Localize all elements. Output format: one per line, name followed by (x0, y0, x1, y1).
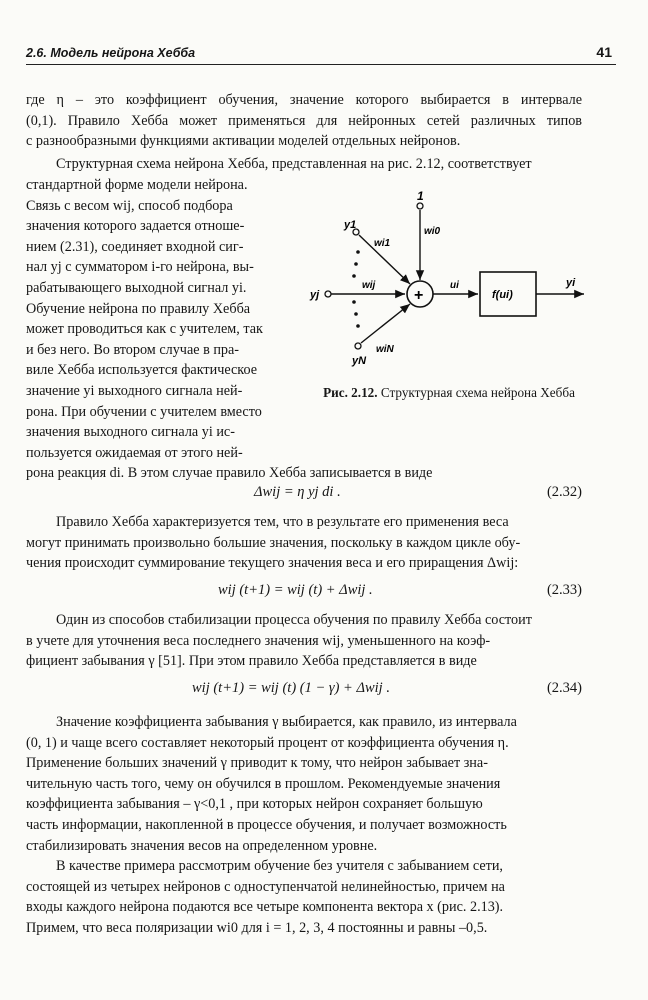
text-line: Правило Хебба характеризуется тем, что в результате его применения веса (56, 514, 509, 530)
bias-node (417, 203, 423, 209)
text-line: может проводиться как с учителем, так (26, 321, 263, 338)
equation-number: (2.33) (546, 582, 582, 598)
text-line: Примем, что веса поляризации wi0 для i = 1, 2, 3, 4 постоянны и равны –0,5. (26, 919, 488, 936)
weight-wiN-label: wiN (376, 344, 394, 355)
bias-label: 1 (417, 189, 424, 203)
page-header (26, 44, 616, 65)
text-line: чения происходит суммирование текущего значения веса и его приращения Δwij: (26, 555, 519, 572)
paragraph-1 (26, 90, 582, 152)
paragraph-3 (26, 512, 582, 574)
paragraph-6 (26, 856, 582, 938)
weight-wi1-label: wi1 (374, 238, 391, 249)
text-line: нием (2.31), соединяет входной сиг- (26, 238, 244, 255)
weight-wi0-label: wi0 (424, 226, 441, 237)
text-line: значения которого задается отноше- (26, 218, 245, 235)
text-line: рона реакция di. В этом случае правило Хебба записывается в виде (26, 465, 433, 481)
text-line: в учете для уточнения веса последнего значения wij, уменьшенного на коэф- (26, 632, 491, 649)
connection-yN (361, 304, 410, 343)
running-title: 2.6. Модель нейрона Хебба (26, 46, 196, 60)
paragraph-4 (26, 610, 582, 672)
text-line: чительную часть того, чему он обучился в прошлом. Рекомендуемые значения (26, 775, 501, 792)
text-line: Структурная схема нейрона Хебба, представленная на рис. 2.12, соответствует (56, 156, 532, 172)
text-line: значения выходного сигнала yi ис- (26, 424, 235, 441)
text-line: и без него. Во втором случае в пра- (26, 341, 240, 358)
figure-caption-text: Структурная схема нейрона Хебба (380, 385, 575, 400)
equation-formula: Δwij = η yj di . (254, 484, 341, 500)
ellipsis-dots (352, 250, 360, 328)
equation-formula: wij (t+1) = wij (t) (1 − γ) + Δwij . (192, 680, 390, 696)
equation-number: (2.32) (546, 484, 582, 500)
input-node-yj (325, 291, 331, 297)
text-line: Обучение нейрона по правилу Хебба (26, 300, 251, 317)
equation-number: (2.34) (546, 680, 582, 696)
text-line: фициент забывания γ [51]. При этом правило Хебба представляется в виде (26, 653, 477, 670)
text-line: стандартной форме модели нейрона. (26, 177, 248, 193)
figure-caption (318, 384, 580, 402)
summator-symbol: + (414, 287, 424, 304)
activation-function-label: f(ui) (492, 289, 513, 301)
hebb-neuron-diagram (300, 186, 596, 382)
text-line: Связь с весом wij, способ подбора (26, 197, 233, 214)
text-line: коэффициента забывания – γ<0,1 , при которых нейрон сохраняет большую (26, 796, 483, 813)
text-line: нал yj с сумматором i-го нейрона, вы- (26, 259, 254, 276)
text-line: значение yi выходного сигнала ней- (26, 382, 243, 399)
ui-label: ui (450, 280, 459, 291)
text-line: рабатывающего выходной сигнал yi. (26, 279, 247, 296)
equation-2-33 (26, 582, 582, 604)
equation-2-34 (26, 680, 582, 702)
equation-formula: wij (t+1) = wij (t) + Δwij . (218, 582, 373, 598)
input-label-yj: yj (310, 289, 320, 301)
weight-wij-label: wij (362, 280, 376, 291)
text-line: часть информации, накопленной в процессе обучения, и получает возможность (26, 816, 507, 833)
text-line: состоящей из четырех нейронов с одноступенчатой нелинейностью, причем на (26, 878, 505, 895)
paragraph-2-first-line (26, 154, 582, 175)
text-line: (0,1). Правило Хебба может применяться для нейронных сетей различных типов (26, 112, 582, 129)
equation-2-32 (26, 484, 582, 506)
text-line: виле Хебба используется фактическое (26, 362, 258, 379)
text-line: входы каждого нейрона подаются все четыре компонента вектора x (рис. 2.13). (26, 899, 504, 916)
text-line: рона. При обучении с учителем вместо (26, 403, 262, 420)
paragraph-2-wrapped (26, 175, 294, 463)
text-line: с разнообразными функциями активации моделей отдельных нейронов. (26, 133, 461, 150)
input-label-yN: yN (352, 355, 367, 367)
text-line: где η – это коэффициент обучения, значение которого выбирается в интервале (26, 92, 582, 108)
text-line: могут принимать произвольно большие значения, поскольку в каждом цикле обу- (26, 534, 521, 551)
output-label-yi: yi (566, 277, 576, 289)
paragraph-2-last-line (26, 463, 582, 484)
text-line: В качестве примера рассмотрим обучение без учителя с забыванием сети, (56, 858, 503, 874)
paragraph-5 (26, 712, 582, 856)
text-line: Применение больших значений γ приводит к тому, что нейрон забывает зна- (26, 755, 488, 772)
text-line: пользуется ожидаемая от этого ней- (26, 444, 243, 461)
text-line: стабилизировать значения весов на определенном уровне. (26, 837, 378, 854)
input-node-yN (355, 343, 361, 349)
text-line: Значение коэффициента забывания γ выбирается, как правило, из интервала (56, 714, 517, 730)
text-line: (0, 1) и чаще всего составляет некоторый процент от коэффициента обучения η. (26, 734, 509, 751)
figure-caption-label: Рис. 2.12. (323, 385, 378, 400)
text-line: Один из способов стабилизации процесса обучения по правилу Хебба состоит (56, 612, 532, 628)
page-number: 41 (596, 44, 612, 60)
input-label-y1: y1 (344, 219, 357, 231)
